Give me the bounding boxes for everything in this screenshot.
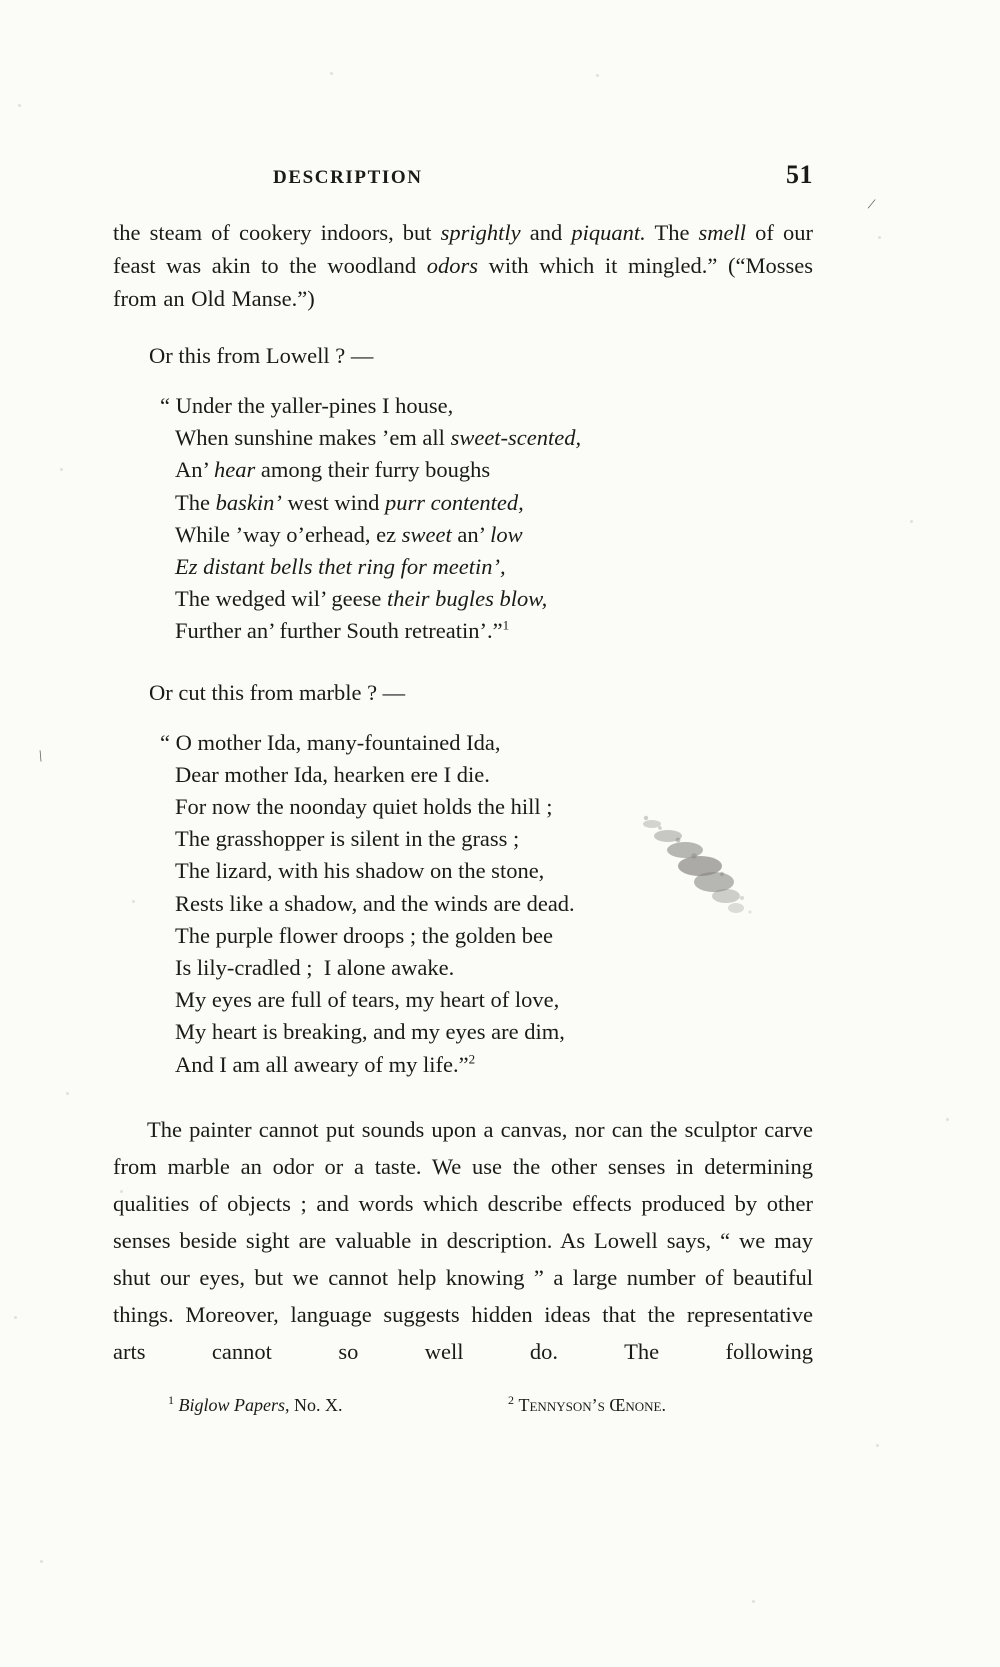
verse-quote-lowell	[113, 390, 813, 648]
verse-line: Dear mother Ida, hearken ere I die.	[175, 761, 490, 787]
scan-speckle	[60, 468, 63, 471]
opening-text-1: the steam of cookery indoors, but	[113, 220, 441, 245]
verse-line-italic: baskin’	[215, 489, 282, 515]
verse-line-italic: Ez distant bells thet ring for meetin’,	[175, 554, 506, 580]
verse-line-italic-2: purr contented,	[384, 489, 524, 515]
opening-paragraph	[113, 216, 813, 315]
closing-paragraph-text: The painter cannot put sounds upon a canvas, nor can the sculptor carve from marble an odor or a taste. We use the other senses in determining qualities of objects ; and words which describe effects produced by other senses beside sight are valuable in description. As Lowell says, “ we may shut our eyes, but we cannot help knowing ” a large number of beautiful things. Moreover, language suggests hidden ideas that the representative arts cannot so well do. The following	[113, 1116, 813, 1364]
verse-line-text: An’	[175, 457, 214, 483]
verse-line	[175, 551, 813, 583]
verse-quote-tennyson	[113, 727, 813, 1081]
verse-line	[175, 422, 813, 454]
footnote-2	[498, 1395, 808, 1416]
margin-pen-mark: \	[36, 747, 45, 766]
footnote-1-title: Biglow Papers	[178, 1395, 285, 1415]
verse-line-text: And I am all aweary of my life.”	[175, 1051, 469, 1077]
opening-text-2: and	[520, 220, 572, 245]
scan-speckle	[752, 1600, 755, 1603]
running-head	[113, 160, 813, 190]
verse-line	[175, 487, 813, 519]
footnote-marker-2: 2	[508, 1393, 514, 1407]
verse-line-italic: sweet-scented,	[450, 425, 582, 451]
verse-line: The grasshopper is silent in the grass ;	[175, 826, 520, 852]
verse-line	[175, 454, 813, 486]
closing-paragraph	[113, 1111, 813, 1370]
verse-line: Rests like a shadow, and the winds are dead.	[175, 890, 575, 916]
verse-line	[175, 519, 813, 551]
footnote-ref-1[interactable]: 1	[502, 617, 510, 633]
margin-pen-mark: /	[866, 195, 877, 214]
opening-italic-smell: smell	[698, 220, 747, 245]
verse-line-text: “ Under the yaller-pines I house,	[160, 393, 454, 418]
verse-line-text-2: an’	[451, 521, 491, 547]
opening-italic-sprightly: sprightly	[440, 220, 521, 245]
verse-line: My eyes are full of tears, my heart of love,	[175, 987, 560, 1013]
verse-line-text: The wedged wil’ geese	[175, 586, 387, 612]
opening-italic-odors: odors	[426, 253, 478, 278]
verse-line: For now the noonday quiet holds the hill ;	[175, 794, 553, 820]
scan-speckle	[18, 104, 21, 107]
verse-line: My heart is breaking, and my eyes are dim,	[175, 1019, 565, 1045]
opening-text-4: of our feast was akin to the woodland	[113, 220, 813, 278]
verse-line-italic: sweet	[401, 521, 452, 547]
verse-line-italic: hear	[213, 457, 256, 483]
verse-line-italic: their bugles blow,	[387, 586, 548, 612]
verse-line-text-2: among their furry boughs	[255, 457, 491, 483]
scan-speckle	[946, 1118, 949, 1121]
footnote-marker-1: 1	[168, 1393, 174, 1407]
scan-speckle	[66, 1092, 69, 1095]
lead-in-marble: Or cut this from marble ? —	[149, 679, 406, 705]
verse-line-italic-2: low	[490, 521, 523, 547]
scan-speckle	[910, 520, 913, 523]
footnote-area	[113, 1395, 813, 1416]
scan-speckle	[330, 72, 333, 75]
opening-text-5: with which it mingled.” (“Mosses from an Old Manse.”)	[113, 253, 813, 311]
verse-line	[175, 1049, 813, 1081]
scan-speckle	[596, 74, 599, 77]
scan-speckle	[14, 1316, 17, 1319]
page-title: DESCRIPTION	[273, 167, 423, 188]
verse-line-text: Further an’ further South retreatin’.”	[175, 618, 503, 644]
verse-line	[175, 615, 813, 647]
opening-text-3: The	[645, 220, 699, 245]
scan-speckle	[40, 1560, 43, 1563]
page-number: 51	[786, 160, 813, 189]
verse-line-text: When sunshine makes ’em all	[175, 425, 451, 451]
footnote-1	[113, 1395, 498, 1416]
footnote-ref-2[interactable]: 2	[468, 1051, 476, 1067]
verse-line-text: While ’way o’erhead, ez	[175, 521, 402, 547]
footnote-2-text: Tennyson’s Œnone.	[518, 1395, 666, 1415]
footnote-1-rest: , No. X.	[285, 1395, 343, 1415]
scan-speckle	[878, 236, 881, 239]
verse-line: The purple flower droops ; the golden bee	[175, 922, 554, 948]
scan-speckle	[876, 1444, 879, 1447]
verse-line	[160, 390, 813, 422]
verse-line-text: The	[175, 489, 216, 515]
verse-line	[175, 583, 813, 615]
verse-line: “ O mother Ida, many-fountained Ida,	[160, 729, 501, 755]
page-body	[113, 160, 813, 1370]
verse-line-text-2: west wind	[281, 489, 385, 515]
verse-line: Is lily-cradled ; I alone awake.	[175, 955, 455, 981]
lead-in-lowell: Or this from Lowell ? —	[149, 343, 374, 368]
opening-italic-piquant: piquant.	[571, 220, 646, 245]
verse-line: The lizard, with his shadow on the stone,	[175, 858, 545, 884]
